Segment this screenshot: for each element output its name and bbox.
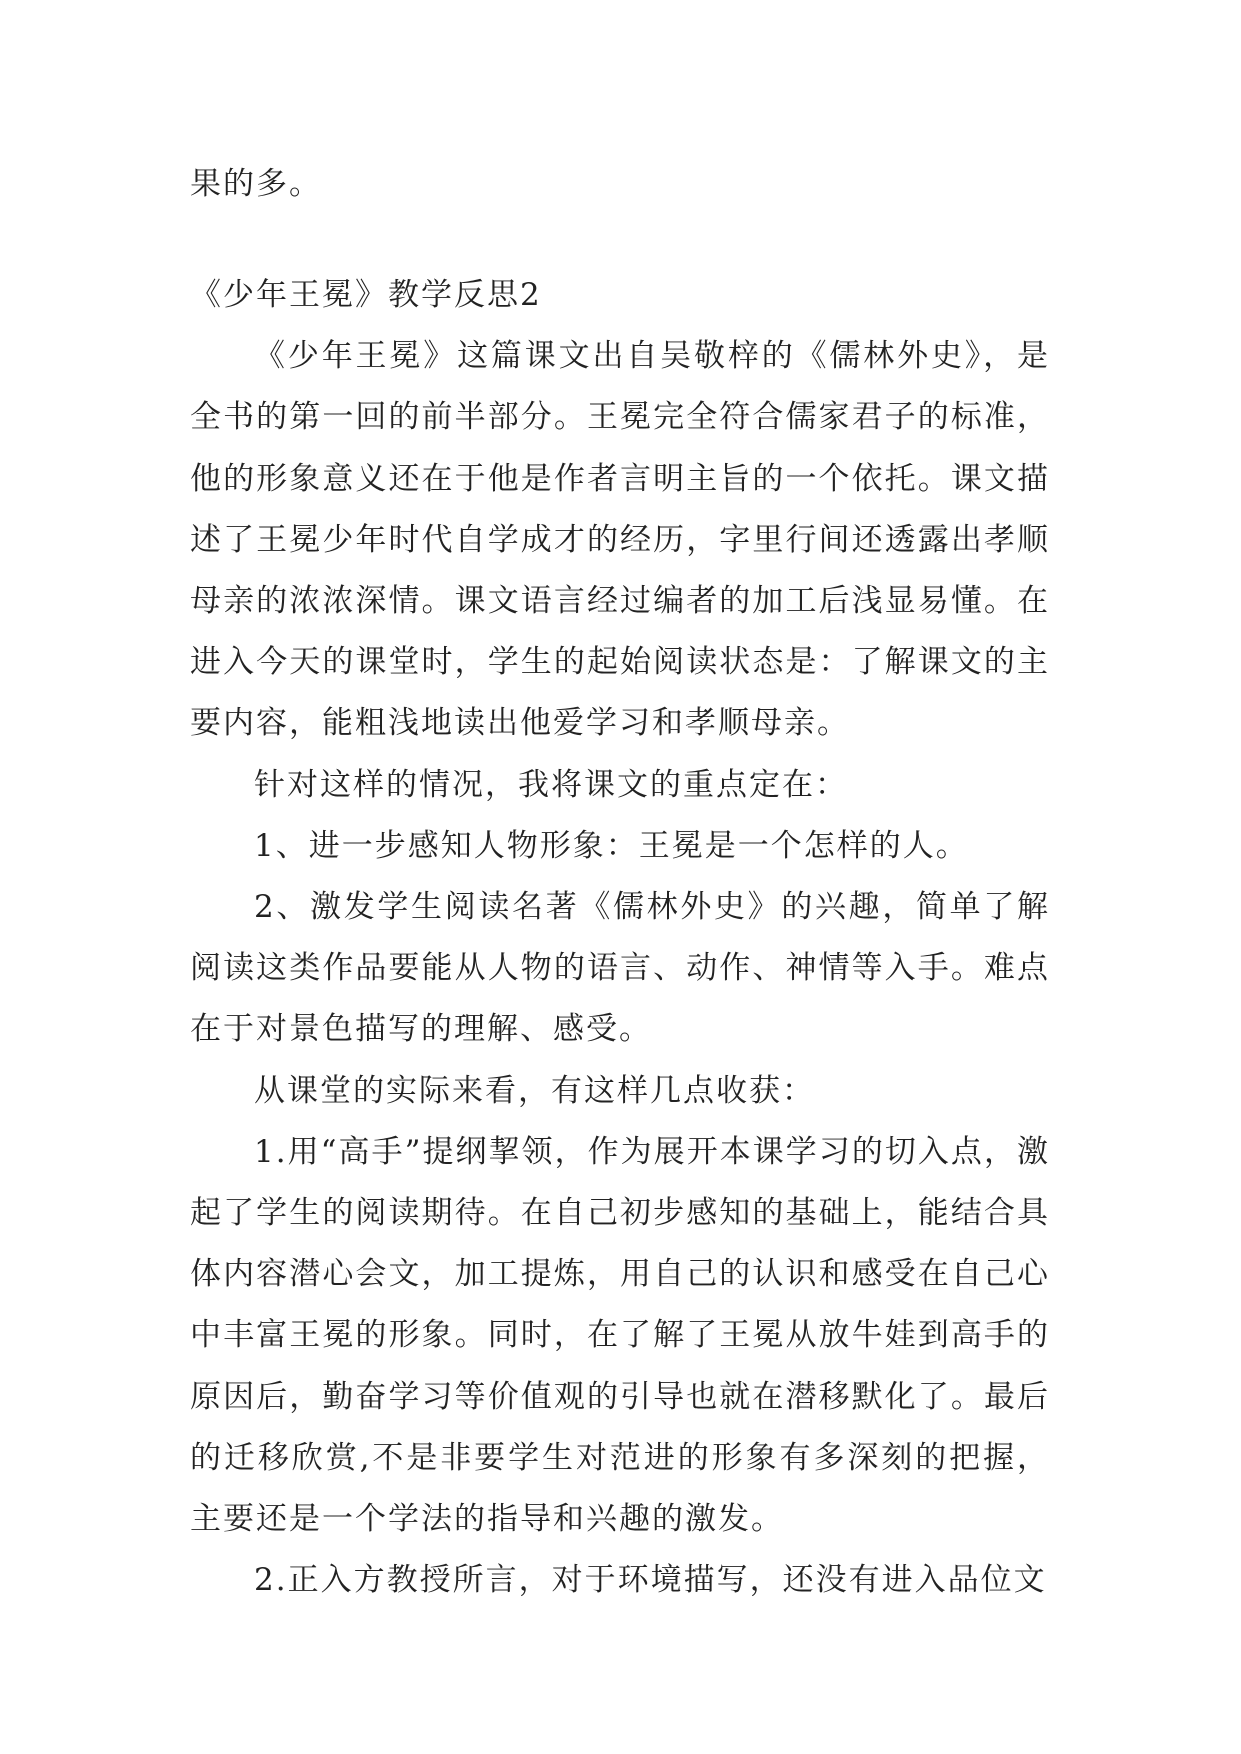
paragraph-harvest-1: 1.用“高手”提纲挈领，作为展开本课学习的切入点，激起了学生的阅读期待。在自己初步感知的基础上，能结合具体内容潜心会文，加工提炼，用自己的认识和感受在自己心中丰富王冕的形象。同时，在了解了王冕从放牛娃到高手的原因后，勤奋学习等价值观的引导也就在潜移默化了。最后的迁移欣赏,不是非要学生对范进的形象有多深刻的把握，主要还是一个学法的指导和兴趣的激发。 [190,1133,1050,1538]
paragraph-intro: 《少年王冕》这篇课文出自吴敬梓的《儒林外史》，是全书的第一回的前半部分。王冕完全符合儒家君子的标准，他的形象意义还在于他是作者言明主旨的一个依托。课文描述了王冕少年时代自学成才的经历，字里行间还透露出孝顺母亲的浓浓深情。课文语言经过编者的加工后浅显易懂。在进入今天的课堂时，学生的起始阅读状态是：了解课文的主要内容，能粗浅地读出他爱学习和孝顺母亲。 [190,338,1050,742]
article-body [190,265,1050,1611]
paragraph-focus-1: 1、进一步感知人物形象：王冕是一个怎样的人。 [254,827,969,864]
paragraph-harvest-intro: 从课堂的实际来看，有这样几点收获： [254,1072,815,1109]
article-title: 《少年王冕》教学反思2 [190,277,542,313]
paragraph-focus-intro: 针对这样的情况，我将课文的重点定在： [254,766,848,803]
lead-fragment: 果的多。 [190,166,322,202]
lead-text-block [190,154,1050,215]
paragraph-harvest-2: 2.正入方教授所言，对于环境描写，还没有进入品位文 [254,1562,1047,1599]
paragraph-focus-2: 2、激发学生阅读名著《儒林外史》的兴趣，简单了解阅读这类作品要能从人物的语言、动作、神情等入手。难点在于对景色描写的理解、感受。 [190,889,1050,1048]
